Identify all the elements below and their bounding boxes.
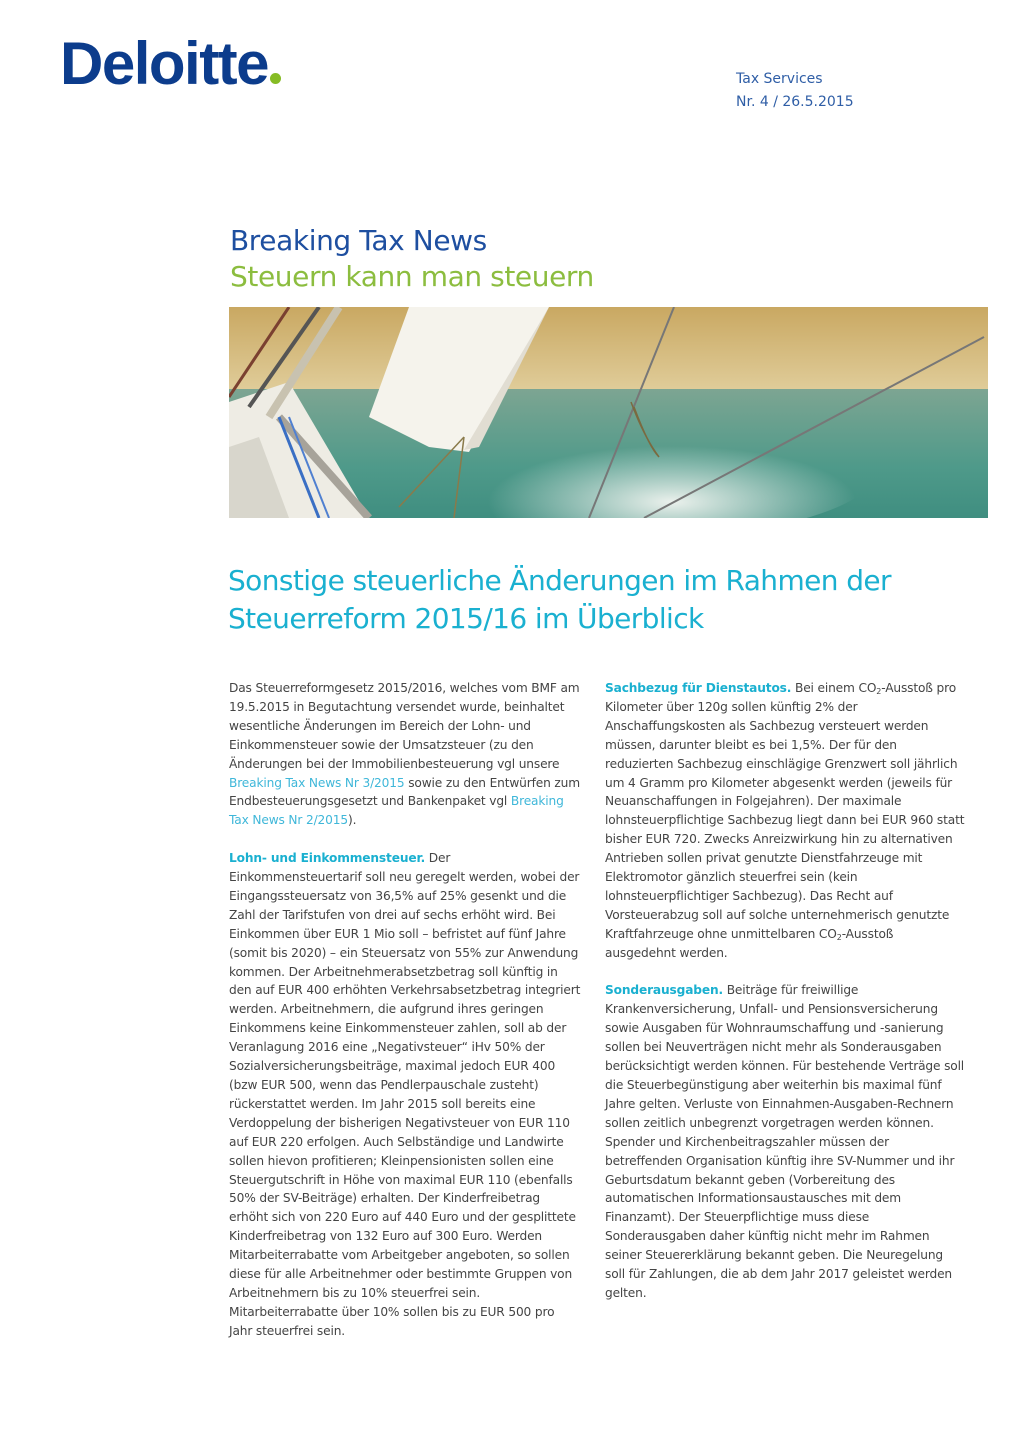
section-body: Beiträge für freiwillige Krankenversicherung, Unfall- und Pensionsversicherung sowie Ausgaben für Wohnraumschaffung und -sanierung sollen bei Neuverträgen nicht mehr als Sonderausgaben berücksichtigt werden können. Für bestehende Verträge soll die Steuerbegünstigung aber weiterhin bis maximal fünf Jahre gelten. Verluste von Einnahmen-Ausgaben-Rechnern sollen zeitlich unbegrenzt vorgetragen werden können. Spender und Kirchenbeitragszahler müssen der betreffenden Organisation künftig ihre SV-Nummer und ihr Geburtsdatum bekannt geben (Vorbereitung des automatischen Informationsaustausches mit dem Finanzamt). Der Steuerpflichtige muss diese Sonderausgaben daher künftig nicht mehr im Rahmen seiner Steuererklärung bekannt geben. Die Neuregelung soll für Zahlungen, die ab dem Jahr 2017 geleistet werden gelten. — [605, 983, 965, 1300]
intro-paragraph — [229, 679, 581, 830]
section-heading: Lohn- und Einkommensteuer. — [229, 851, 426, 866]
link-breaking-tax-news-3-2015[interactable]: Breaking Tax News Nr 3/2015 — [229, 775, 405, 790]
subscript: 2 — [876, 687, 882, 696]
section-heading: Sonderausgaben. — [605, 983, 723, 998]
logo-text: Deloitte — [60, 30, 269, 97]
headline-line-1: Sonstige steuerliche Änderungen im Rahmen der — [228, 564, 891, 597]
issue-number: Nr. 4 / 26.5.2015 — [736, 94, 854, 110]
section-body: -Ausstoß pro Kilometer über 120g sollen künftig 2% der Anschaffungskosten als Sachbezug versteuert werden müssen, darunter bleibt es bei 1,5%. Der für den reduzierten Sachbezug einschlägige Grenzwert soll jährlich um 4 Gramm pro Kilometer abgesenkt werden (jeweils für Neuanschaffungen in Folgejahren). Der maximale lohnsteuerpflichtige Sachbezug liegt dann bei EUR 960 statt bisher EUR 720. Zwecks Anreizwirkung hin zu alternativen Antrieben sollen privat genutzte Dienstfahrzeuge mit Elektromotor gänzlich steuerfrei sein (kein lohnsteuerpflichtiger Sachbezug). Das Recht auf Vorsteuerabzug soll auf solche unternehmerisch genutzte Kraftfahrzeuge ohne unmittelbaren CO — [605, 681, 965, 941]
newsletter-subtitle: Steuern kann man steuern — [230, 260, 594, 293]
section-sonderausgaben — [605, 981, 965, 1302]
department-label: Tax Services — [736, 71, 823, 87]
intro-text: Das Steuerreformgesetz 2015/2016, welches vom BMF am 19.5.2015 in Begutachtung versendet wurde, beinhaltet wesentliche Änderungen im Bereich der Lohn- und Einkommensteuer sowie der Umsatzsteuer (zu den Änderungen bei der Immobilienbesteuerung vgl unsere — [229, 681, 580, 771]
document-meta — [736, 68, 854, 114]
section-sachbezug-dienstautos — [605, 679, 965, 963]
link-breaking-tax-news-2-2015[interactable]: Breaking Tax News Nr 2/2015 — [229, 794, 564, 828]
logo-dot-icon — [270, 73, 281, 84]
section-body: -Ausstoß ausgedehnt werden. — [605, 926, 894, 960]
article-headline — [228, 562, 988, 638]
intro-text: sowie zu den Entwürfen zum Endbesteuerungsgesetzt und Bankenpaket vgl — [229, 775, 580, 809]
deloitte-logo — [60, 30, 281, 97]
section-lohn-einkommensteuer — [229, 849, 581, 1341]
newsletter-title: Breaking Tax News — [230, 224, 487, 257]
section-heading: Sachbezug für Dienstautos. — [605, 681, 792, 695]
subscript: 2 — [836, 932, 842, 942]
hero-image — [229, 307, 988, 518]
section-body: Bei einem CO — [791, 681, 877, 695]
section-body: Der Einkommensteuertarif soll neu geregelt werden, wobei der Eingangssteuersatz von 36,5% auf 25% gesenkt und die Zahl der Tarifstufen von drei auf sechs erhöht wird. Bei Einkommen über EUR 1 Mio soll – befristet auf fünf Jahre (somit bis 2020) – ein Steuersatz von 55% zur Anwendung kommen. Der Arbeitnehmerabsetzbetrag soll künftig in den auf EUR 400 erhöhten Verkehrsabsetzbetrag integriert werden. Arbeitnehmern, die aufgrund ihres geringen Einkommens keine Einkommensteuer zahlen, soll ab der Veranlagung 2016 eine „Negativsteuer“ iHv 50% der Sozialversicherungsbeiträge, maximal jedoch EUR 400 (bzw EUR 500, wenn das Pendlerpauschale zusteht) rückerstattet werden. Im Jahr 2015 soll bereits eine Verdoppelung der bisherigen Negativsteuer von EUR 110 auf EUR 220 erfolgen. Auch Selbständige und Landwirte sollen hievon profitieren; Kleinpensionisten sollen eine Steuergutschrift in Höhe von maximal EUR 110 (ebenfalls 50% der SV-Beiträge) erhalten. Der Kinderfreibetrag erhöht sich von 220 Euro auf 440 Euro und der gesplittete Kinderfreibetrag von 132 Euro auf 300 Euro. Werden Mitarbeiterrabatte vom Arbeitgeber angeboten, so sollen diese für alle Arbeitnehmer oder bestimmte Gruppen von Arbeitnehmern bis zu 10% steuerfrei sein. Mitarbeiterrabatte über 10% sollen bis zu EUR 500 pro Jahr steuerfrei sein. — [229, 851, 581, 1338]
intro-text: ). — [347, 813, 357, 828]
article-column-left — [229, 679, 581, 1360]
headline-line-2: Steuerreform 2015/16 im Überblick — [228, 602, 704, 635]
article-column-right — [605, 679, 965, 1322]
